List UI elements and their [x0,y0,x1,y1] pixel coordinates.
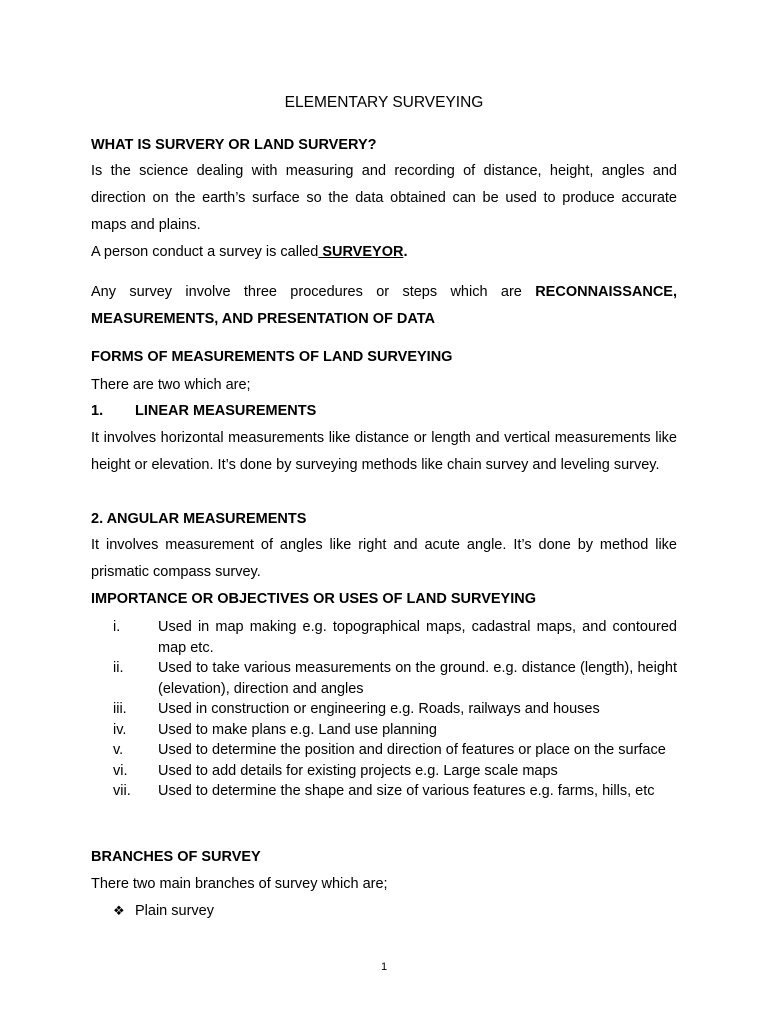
list-item [91,740,677,761]
list-item [91,761,677,782]
bullet-item-text: Plain survey [135,903,214,919]
list-numeral: vii. [113,783,131,799]
list-item-text: Used in construction or engineering e.g. Roads, railways and houses [158,701,600,717]
definition-paragraph: Is the science dealing with measuring and recording of distance, height, angles and direction on the earth’s surface so the data obtained can be used to produce accurate maps and plains. [91,163,677,233]
branches-heading: BRANCHES OF SURVEY [91,849,261,865]
surveyor-suffix: . [403,244,408,260]
list-item-text: Used to determine the shape and size of various features e.g. farms, hills, etc [158,783,655,799]
surveyor-line [91,244,677,260]
list-numeral: iii. [113,701,127,717]
angular-heading: 2. ANGULAR MEASUREMENTS [91,511,307,527]
list-item [91,658,677,699]
angular-paragraph: It involves measurement of angles like right and acute angle. It’s done by method like prismatic compass survey. [91,537,677,580]
branches-intro: There two main branches of survey which are; [91,876,388,892]
list-item-text: Used to add details for existing projects e.g. Large scale maps [158,762,558,779]
list-item-text: Used in map making e.g. topographical maps, cadastral maps, and contoured map etc. [158,619,677,656]
linear-number: 1. [91,403,104,419]
linear-heading [91,403,677,419]
procedures-bold: RECONNAISSANCE, MEASUREMENTS, AND PRESENTATION OF DATA [91,284,677,327]
importance-list [91,617,677,802]
linear-title: LINEAR MEASUREMENTS [135,403,317,419]
document-title: ELEMENTARY SURVEYING [284,94,484,111]
surveyor-term: SURVEYOR [318,244,404,260]
list-item [91,699,677,720]
diamond-bullet-icon: ❖ [113,903,125,918]
list-numeral: ii. [113,660,124,676]
importance-heading: IMPORTANCE OR OBJECTIVES OR USES OF LAND SURVEYING [91,591,536,607]
forms-heading: FORMS OF MEASUREMENTS OF LAND SURVEYING [91,349,453,365]
procedures-text: Any survey involve three procedures or steps which are [91,284,536,300]
list-numeral: vi. [113,762,128,779]
question-heading: WHAT IS SURVERY OR LAND SURVERY? [91,137,377,153]
surveyor-prefix: A person conduct a survey is called [91,244,319,260]
linear-paragraph: It involves horizontal measurements like distance or length and vertical measurements like height or elevation. It’s done by surveying methods like chain survey and leveling survey. [91,430,677,473]
list-numeral: iv. [113,721,127,738]
list-item-text: Used to make plans e.g. Land use planning [158,721,437,738]
bullet-item [113,901,214,921]
list-item [91,781,677,802]
list-item-text: Used to take various measurements on the ground. e.g. distance (length), height (elevation), direction and angles [158,660,677,697]
list-item [91,720,677,741]
list-numeral: v. [113,742,124,758]
forms-intro: There are two which are; [91,377,251,393]
list-item [91,617,677,658]
procedures-paragraph [91,279,677,333]
page-number: 1 [380,961,388,973]
list-numeral: i. [113,619,121,635]
list-item-text: Used to determine the position and direction of features or place on the surface [158,742,666,758]
